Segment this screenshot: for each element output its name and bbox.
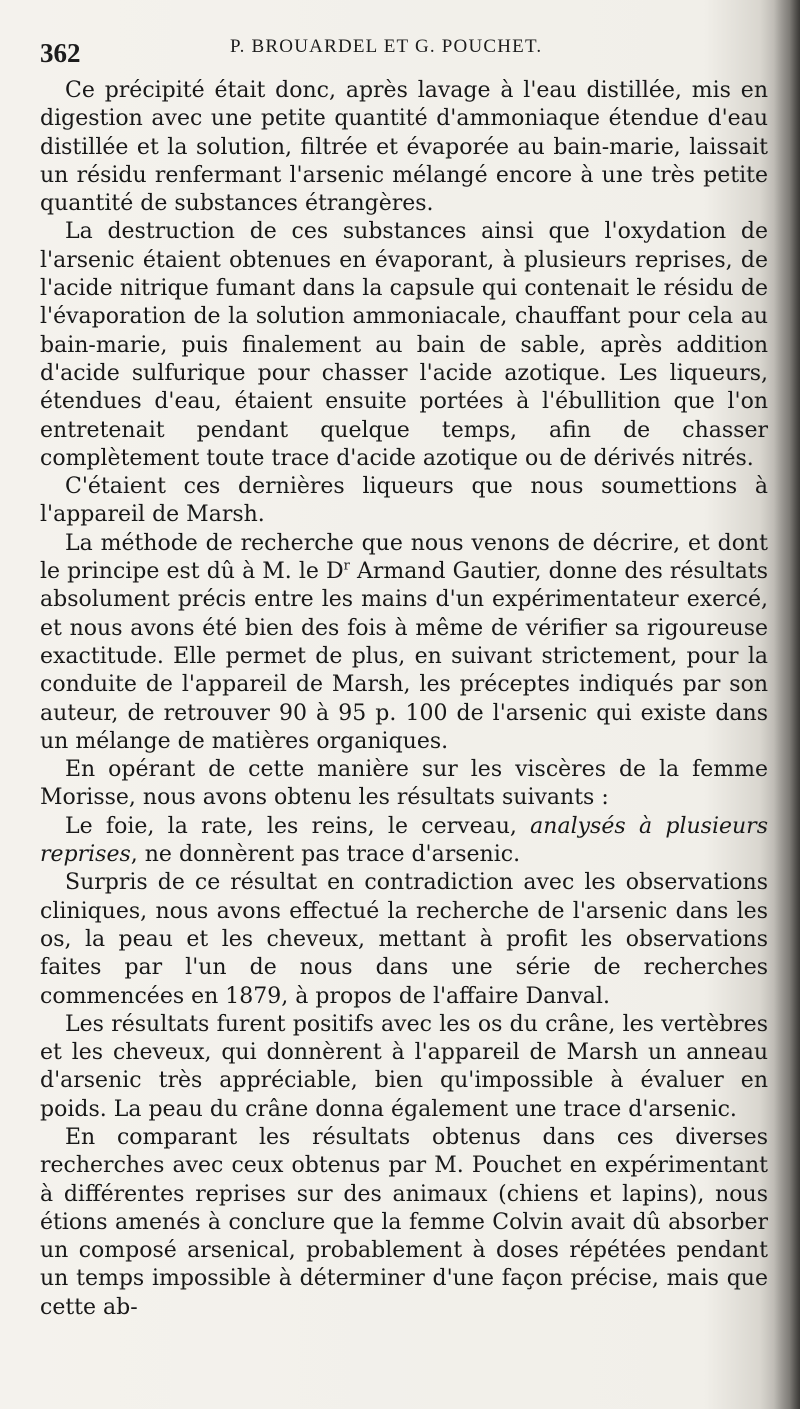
paragraph-1: Ce précipité était donc, après lavage à l'eau distillée, mis en digestion avec une petite quantité d'ammoniaque étendue d'eau distillée et la solution, filtrée et évaporée au bain-marie, laissait un résidu renfermant l'arsenic mélangé encore à une très petite quantité de substances étrangères.: [40, 78, 768, 217]
paragraph-9: En comparant les résultats obtenus dans ces diverses recherches avec ceux obtenus par M. Pouchet en expérimentant à différentes reprises sur des animaux (chiens et lapins), nous étions amenés à conclure que la femme Colvin avait dû absorber un composé arsenical, probablement à doses répétées pendant un temps impossible à déterminer d'une façon précise, mais que cette ab-: [40, 1124, 768, 1320]
running-head: [40, 30, 760, 70]
paragraph-4-part-2: Armand Gautier, donne des résultats absolument précis entre les mains d'un expérimentateur exercé, et nous avons été bien des fois à même de vérifier sa rigoureuse exactitude. Elle permet de plus, en suivant strictement, pour la conduite de l'appareil de Marsh, les préceptes indiqués par son auteur, de retrouver 90 à 95 p. 100 de l'arsenic qui existe dans un mélange de matières organiques.: [40, 559, 768, 754]
paragraph-4-part-1: La méthode de recherche que nous venons de décrire, et dont le principe est dû à M. le D: [40, 530, 768, 585]
paragraph-3: C'étaient ces dernières liqueurs que nous soumettions à l'appareil de Marsh.: [40, 474, 768, 528]
paragraph-6: [40, 813, 768, 870]
paragraph-6-part-1: Le foie, la rate, les reins, le cerveau,: [65, 813, 531, 839]
page-number: 362: [40, 38, 81, 68]
body-text: [40, 77, 768, 1322]
paragraph-2: La destruction de ces substances ainsi que l'oxydation de l'arsenic étaient obtenues en évaporant, à plusieurs reprises, de l'acide nitrique fumant dans la capsule qui contenait le résidu de l'évaporation de la solution ammoniacale, chauffant pour cela au bain-marie, puis finalement au bain de sable, après addition d'acide sulfurique pour chasser l'acide azotique. Les liqueurs, étendues d'eau, étaient ensuite portées à l'ébullition que l'on entretenait pendant quelque temps, afin de chasser complètement toute trace d'acide azotique ou de dérivés nitrés.: [40, 219, 768, 471]
paragraph-8: Les résultats furent positifs avec les os du crâne, les vertèbres et les cheveux, qui donnèrent à l'appareil de Marsh un anneau d'arsenic très appréciable, bien qu'impossible à évaluer en poids. La peau du crâne donna également une trace d'arsenic.: [40, 1011, 768, 1122]
paragraph-7: Surpris de ce résultat en contradiction avec les observations cliniques, nous avons effectué la recherche de l'arsenic dans les os, la peau et les cheveux, mettant à profit les observations faites par l'un de nous dans une série de recherches commencées en 1879, à propos de l'affaire Danval.: [40, 870, 768, 1009]
running-title: P. BROUARDEL ET G. POUCHET.: [230, 36, 543, 57]
doctor-abbrev-superscript: r: [343, 558, 350, 574]
page-gutter-shadow: [774, 0, 800, 1409]
paragraph-6-part-2: , ne donnèrent pas trace d'arsenic.: [130, 842, 521, 868]
paragraph-6-italic: analysés à plusieurs reprises: [40, 813, 768, 868]
paragraph-5: En opérant de cette manière sur les viscères de la femme Morisse, nous avons obtenu les résultats suivants :: [40, 757, 768, 811]
paragraph-4: [40, 530, 768, 756]
